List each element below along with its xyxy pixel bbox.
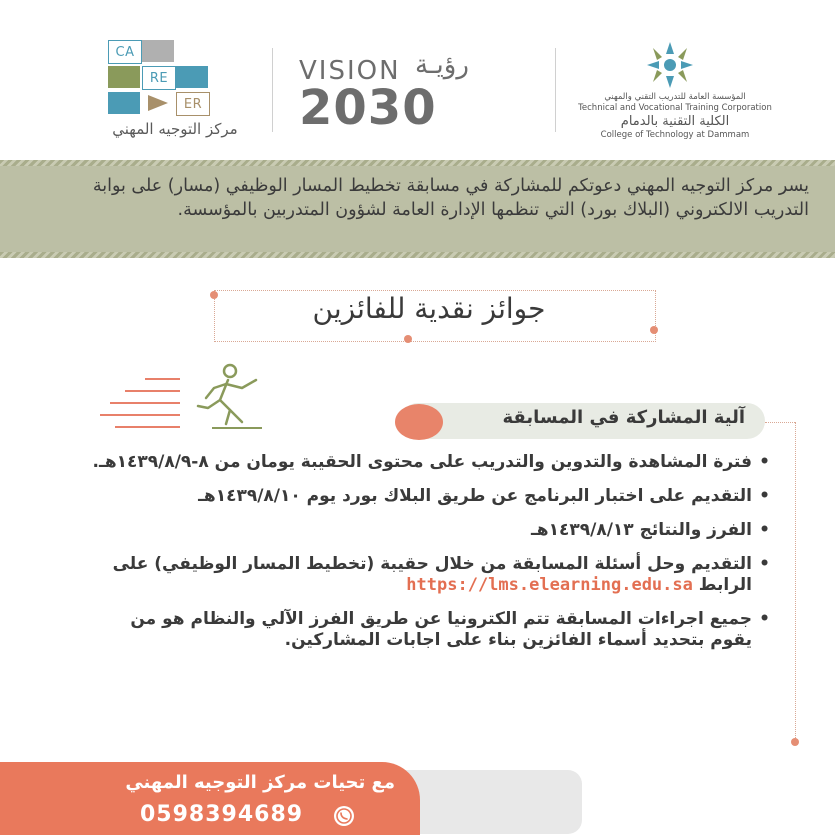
career-center-logo (100, 40, 250, 140)
prize-title: جوائز نقدية للفائزين (312, 292, 546, 325)
career-tile-ca: CA (108, 40, 142, 64)
prize-dot-2 (650, 326, 658, 334)
mechanism-end-dot (791, 738, 799, 746)
list-item-text: فترة المشاهدة والتدوين والتدريب على محتوى الحقيبة يومان من ٨-١٤٣٩/٨/٩هـ. (92, 452, 752, 472)
tvtc-college-english: College of Technology at Dammam (600, 130, 750, 140)
intro-band (0, 160, 835, 258)
speed-line-3 (110, 402, 180, 404)
mechanism-title: آلية المشاركة في المسابقة (502, 407, 745, 428)
career-tile-er: ER (176, 92, 210, 116)
speed-line-1 (145, 378, 180, 380)
career-tile-grey (142, 40, 174, 62)
header-divider (272, 48, 273, 132)
career-logo-tiles (108, 40, 238, 116)
intro-text: يسر مركز التوجيه المهني دعوتكم للمشاركة في مسابقة تخطيط المسار الوظيفي (مسار) على بوابة التدريب الالكتروني (البلاك بورد) التي تنظمها الإدارة العامة لشؤون المتدربين بالمؤسسة. (92, 176, 809, 220)
whatsapp-icon (334, 806, 354, 826)
mechanism-connector (765, 422, 795, 423)
career-tile-re: RE (142, 66, 176, 90)
tvtc-text-block (575, 92, 775, 141)
list-item-text: التقديم وحل أسئلة المسابقة من خلال حقيبة (تخطيط المسار الوظيفي) على الرابط (112, 554, 752, 595)
tvtc-org-arabic: المؤسسة العامة للتدريب التقني والمهني (604, 92, 746, 102)
speed-line-2 (125, 390, 180, 392)
tvtc-org-english: Technical and Vocational Training Corporation (578, 103, 772, 113)
vision-arabic: رؤيـة (415, 50, 469, 80)
intro-stripe-top (0, 160, 835, 166)
speed-line-5 (115, 426, 180, 428)
list-item (90, 609, 770, 651)
footer-phone[interactable]: 0598394689 (140, 802, 304, 827)
speed-line-4 (100, 414, 180, 416)
career-arrow-icon (142, 92, 174, 114)
career-tile-teal (176, 66, 208, 88)
vision-english: VISION (299, 56, 401, 86)
mechanism-accent-circle (395, 404, 443, 440)
intro-stripe-bottom (0, 252, 835, 258)
list-item (90, 486, 770, 507)
tvtc-college-arabic: الكلية التقنية بالدمام (620, 114, 730, 129)
career-center-name: مركز التوجيه المهني (112, 120, 238, 138)
tvtc-emblem-icon (643, 40, 697, 90)
elearning-link[interactable]: https://lms.elearning.edu.sa (406, 575, 693, 595)
runner-icon (190, 362, 265, 432)
list-item-text: الفرز والنتائج ١٤٣٩/٨/١٣هـ (531, 520, 752, 540)
mechanism-vertical-line (795, 422, 796, 742)
list-item-text: التقديم على اختبار البرنامج عن طريق البلاك بورد يوم ١٤٣٩/٨/١٠هـ (198, 486, 752, 506)
career-tile-teal-2 (108, 92, 140, 114)
vision-2030-logo (285, 50, 535, 135)
mechanism-list (90, 452, 770, 664)
footer-greeting: مع تحيات مركز التوجيه المهني (125, 772, 395, 793)
tvtc-logo (575, 40, 775, 140)
list-item (90, 452, 770, 473)
list-item (90, 554, 770, 596)
vision-year: 2030 (299, 80, 437, 136)
list-item-text: جميع اجراءات المسابقة تتم الكترونيا عن طريق الفرز الآلي والنظام هو من يقوم بتحديد أسماء الفائزين بناء على اجابات المشاركين. (130, 609, 752, 650)
prize-dot-3 (404, 335, 412, 343)
list-item (90, 520, 770, 541)
career-tile-olive (108, 66, 140, 88)
header-divider-2 (555, 48, 556, 132)
